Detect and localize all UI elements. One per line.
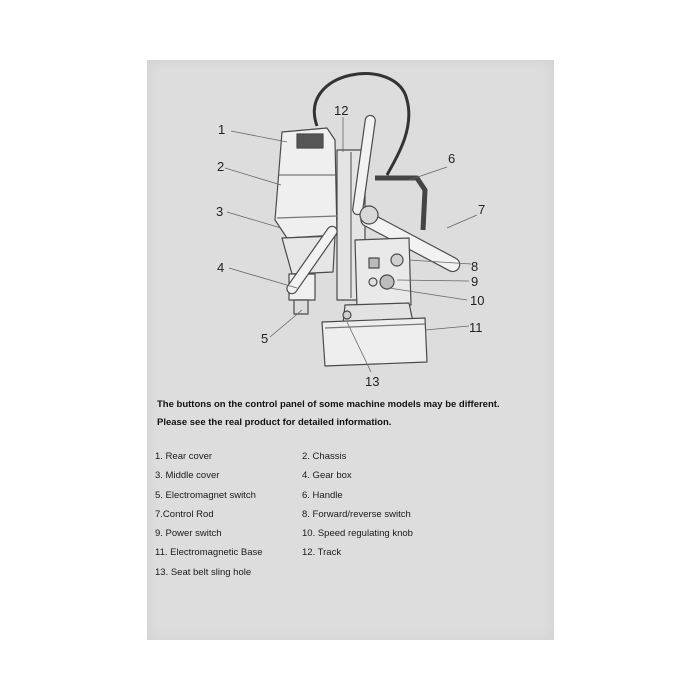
legend-item: 12. Track — [302, 547, 342, 559]
callout-4: 4 — [217, 260, 225, 275]
drill-diagram — [147, 60, 554, 395]
legend-item: 9. Power switch — [155, 528, 222, 540]
callout-3: 3 — [216, 204, 224, 219]
legend-item: 6. Handle — [302, 489, 343, 501]
note-line-2: Please see the real product for detailed information. — [157, 417, 392, 428]
callout-12: 12 — [334, 103, 349, 118]
manual-page — [147, 60, 554, 640]
callout-13: 13 — [365, 374, 380, 389]
callout-6: 6 — [448, 151, 456, 166]
callout-7: 7 — [478, 202, 486, 217]
legend-item: 11. Electromagnetic Base — [155, 547, 263, 559]
legend-item: 13. Seat belt sling hole — [155, 566, 252, 578]
callout-2: 2 — [217, 159, 225, 174]
legend-item: 3. Middle cover — [155, 470, 220, 482]
callout-8: 8 — [471, 259, 479, 274]
legend-item: 7.Control Rod — [155, 508, 214, 520]
magnetic-drill-illustration — [275, 74, 462, 366]
legend-left-column — [155, 451, 263, 586]
callout-1: 1 — [218, 122, 226, 137]
legend-item: 4. Gear box — [302, 470, 352, 482]
note-line-1: The buttons on the control panel of some machine models may be different. — [157, 399, 500, 410]
callout-10: 10 — [470, 293, 485, 308]
legend-item: 10. Speed regulating knob — [302, 528, 413, 540]
callout-11: 11 — [469, 320, 483, 335]
legend-item: 5. Electromagnet switch — [155, 489, 256, 501]
callout-5: 5 — [261, 331, 269, 346]
callout-9: 9 — [471, 274, 479, 289]
legend-item: 8. Forward/reverse switch — [302, 508, 411, 520]
legend-right-column — [302, 451, 413, 567]
legend-item: 2. Chassis — [302, 451, 347, 462]
legend-item: 1. Rear cover — [155, 451, 213, 462]
